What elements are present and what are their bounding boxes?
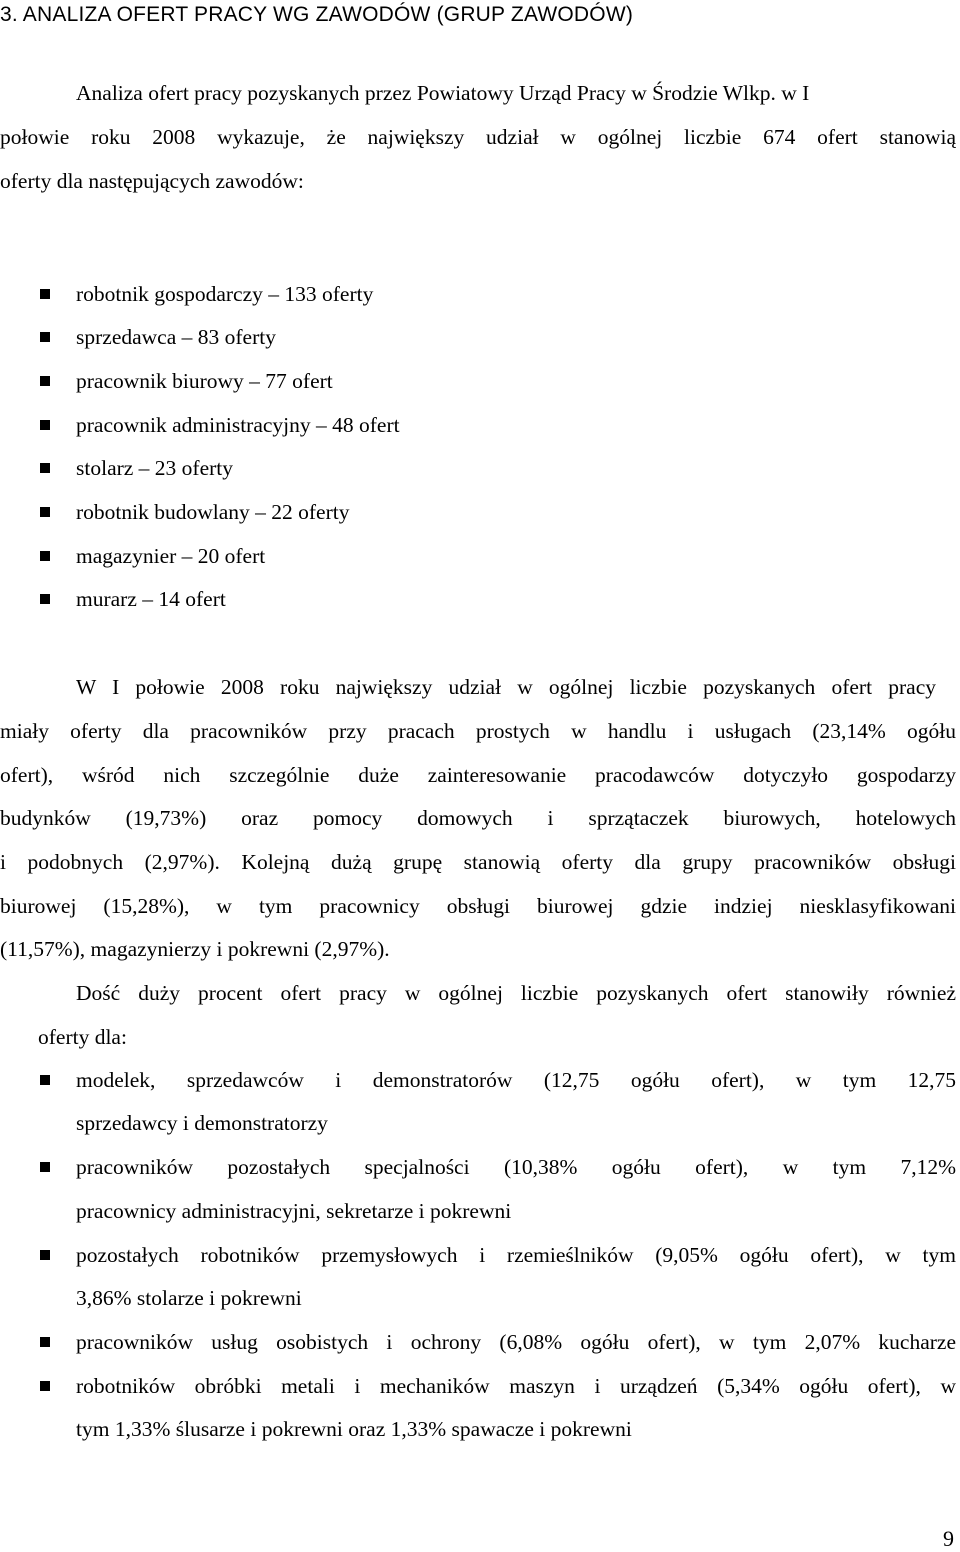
list-item: robotnik budowlany – 22 oferty — [76, 500, 350, 524]
paragraph-line: (11,57%), magazynierzy i pokrewni (2,97%). — [0, 937, 390, 961]
list-item-line: robotników obróbki metali i mechaników maszyn i urządzeń (5,34% ogółu ofert), w — [76, 1374, 956, 1398]
list-item: pracownik biurowy – 77 ofert — [76, 369, 333, 393]
list-item-line: sprzedawcy i demonstratorzy — [76, 1111, 328, 1135]
bullet-square-icon — [40, 1075, 50, 1085]
bullet-square-icon — [40, 289, 50, 299]
list-item-line: 3,86% stolarze i pokrewni — [76, 1286, 302, 1310]
paragraph-line: biurowej (15,28%), w tym pracownicy obsługi biurowej gdzie indziej niesklasyfikowani — [0, 894, 956, 918]
list-item: sprzedawca – 83 oferty — [76, 325, 276, 349]
bullet-square-icon — [40, 332, 50, 342]
paragraph-line: Dość duży procent ofert pracy w ogólnej liczbie pozyskanych ofert stanowiły również — [76, 981, 956, 1005]
intro-line-3: oferty dla następujących zawodów: — [0, 169, 304, 193]
paragraph-line: budynków (19,73%) oraz pomocy domowych i sprzątaczek biurowych, hotelowych — [0, 806, 956, 830]
bullet-square-icon — [40, 420, 50, 430]
page-number: 9 — [943, 1526, 954, 1551]
paragraph-line: ofert), wśród nich szczególnie duże zainteresowanie pracodawców dotyczyło gospodarzy — [0, 763, 956, 787]
intro-line-1: Analiza ofert pracy pozyskanych przez Powiatowy Urząd Pracy w Środzie Wlkp. w I — [76, 81, 810, 105]
list-item: robotnik gospodarczy – 133 oferty — [76, 282, 374, 306]
list-item: pracownik administracyjny – 48 ofert — [76, 413, 400, 437]
bullet-square-icon — [40, 594, 50, 604]
paragraph-line: W I połowie 2008 roku największy udział w ogólnej liczbie pozyskanych ofert pracy — [76, 675, 936, 699]
paragraph-line: miały oferty dla pracowników przy pracach prostych w handlu i usługach (23,14% ogółu — [0, 719, 956, 743]
bullet-square-icon — [40, 1337, 50, 1347]
bullet-square-icon — [40, 1250, 50, 1260]
list-item-line: tym 1,33% ślusarze i pokrewni oraz 1,33% spawacze i pokrewni — [76, 1417, 632, 1441]
bullet-square-icon — [40, 507, 50, 517]
intro-line-2: połowie roku 2008 wykazuje, że największy udział w ogólnej liczbie 674 ofert stanowią — [0, 125, 956, 149]
bullet-square-icon — [40, 551, 50, 561]
list-item-line: pracowników pozostałych specjalności (10,38% ogółu ofert), w tym 7,12% — [76, 1155, 956, 1179]
paragraph-line: i podobnych (2,97%). Kolejną dużą grupę stanowią oferty dla grupy pracowników obsługi — [0, 850, 956, 874]
paragraph-line: oferty dla: — [38, 1025, 127, 1049]
list-item: stolarz – 23 oferty — [76, 456, 234, 480]
bullet-square-icon — [40, 1381, 50, 1391]
list-item: murarz – 14 ofert — [76, 587, 226, 611]
bullet-square-icon — [40, 463, 50, 473]
list-item-line: pozostałych robotników przemysłowych i rzemieślników (9,05% ogółu ofert), w tym — [76, 1243, 956, 1267]
list-item: magazynier – 20 ofert — [76, 544, 266, 568]
list-item-line: pracownicy administracyjni, sekretarze i pokrewni — [76, 1199, 512, 1223]
list-item-line: modelek, sprzedawców i demonstratorów (12,75 ogółu ofert), w tym 12,75 — [76, 1068, 956, 1092]
bullet-square-icon — [40, 1162, 50, 1172]
section-heading: 3. ANALIZA OFERT PRACY WG ZAWODÓW (GRUP ZAWODÓW) — [0, 3, 634, 26]
list-item-line: pracowników usług osobistych i ochrony (6,08% ogółu ofert), w tym 2,07% kucharze — [76, 1330, 956, 1354]
bullet-square-icon — [40, 376, 50, 386]
